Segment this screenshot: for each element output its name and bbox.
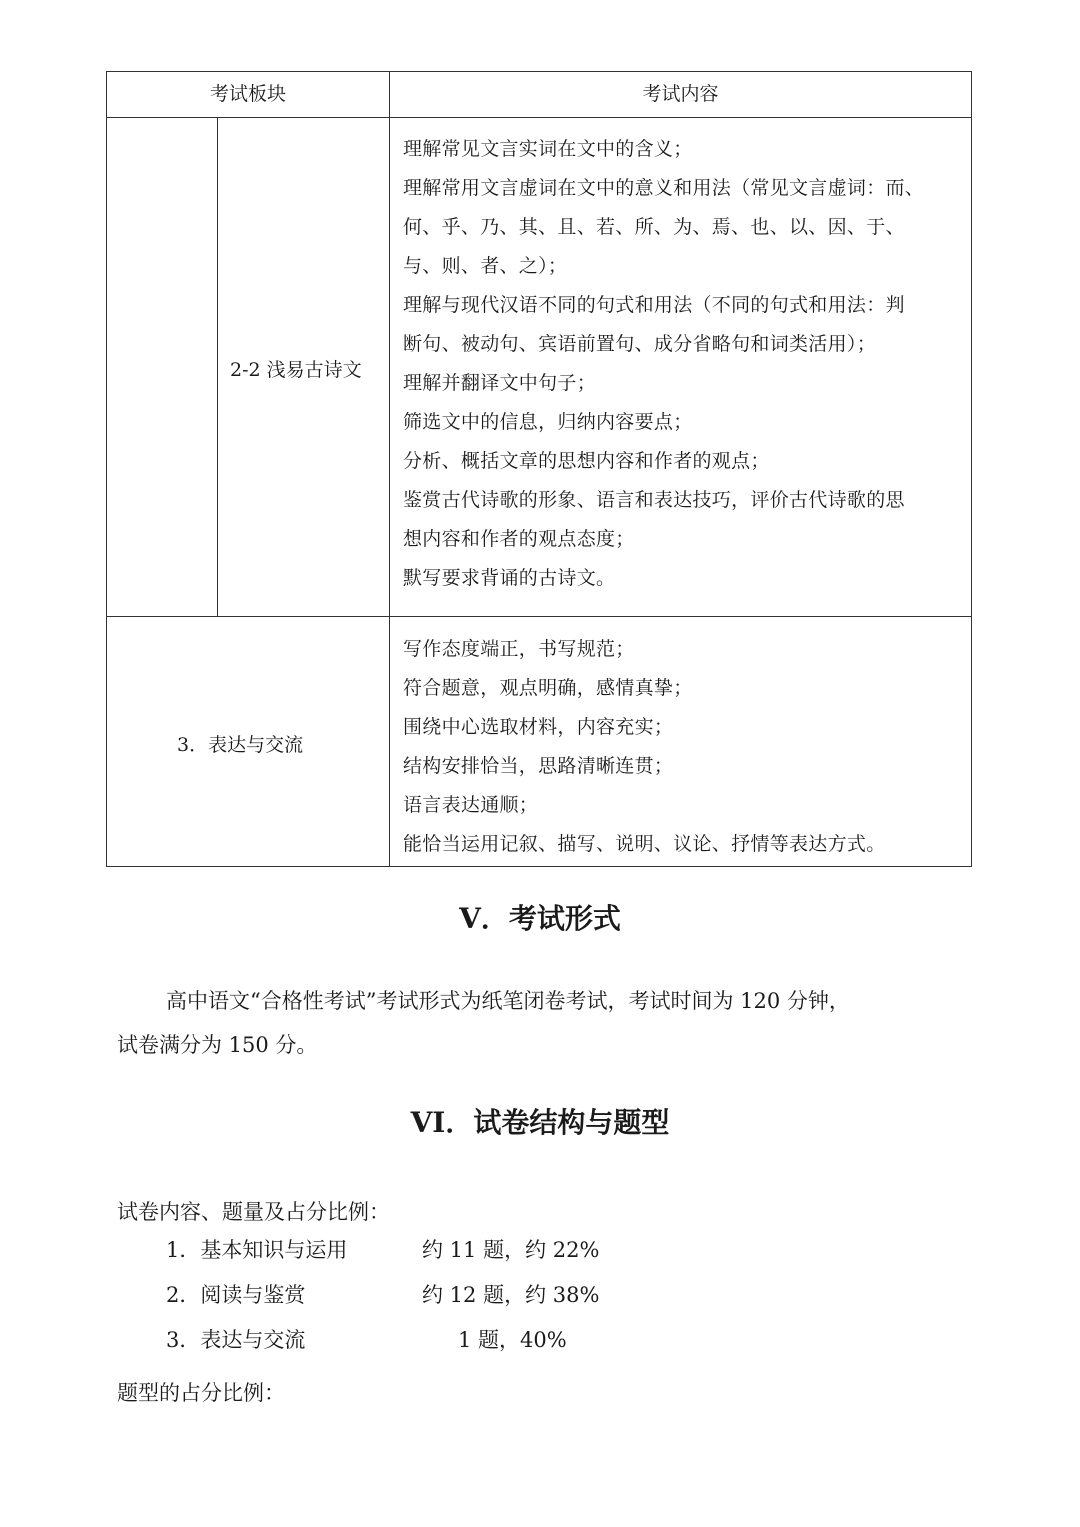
row-section-label: 3．表达与交流 — [177, 734, 304, 756]
exam-content-table — [106, 71, 972, 867]
table-header-section: 考试板块 — [209, 83, 286, 105]
table-header-content: 考试内容 — [642, 83, 719, 105]
paragraph-line: 高中语文“合格性考试”考试形式为纸笔闭卷考试，考试时间为 120 分钟， — [166, 989, 850, 1013]
content-line: 符合题意，观点明确，感情真挚； — [403, 677, 693, 699]
structure-item-amount: 约 12 题，约 38% — [422, 1283, 600, 1307]
content-line: 结构安排恰当，思路清晰连贯； — [403, 755, 674, 777]
content-line: 想内容和作者的观点态度； — [403, 528, 635, 550]
structure-item-name: 1．基本知识与运用 — [166, 1238, 348, 1262]
section-heading-paper-structure: VI．试卷结构与题型 — [410, 1106, 670, 1139]
structure-item-name: 3．表达与交流 — [166, 1328, 306, 1352]
content-line: 理解与现代汉语不同的句式和用法（不同的句式和用法：判 — [403, 294, 905, 316]
section-heading-exam-format: V．考试形式 — [459, 902, 621, 935]
content-line: 默写要求背诵的古诗文。 — [403, 567, 616, 589]
content-line: 能恰当运用记叙、描写、说明、议论、抒情等表达方式。 — [403, 833, 886, 855]
table-divider — [107, 117, 971, 118]
question-type-intro: 题型的占分比例： — [117, 1381, 285, 1405]
structure-intro: 试卷内容、题量及占分比例： — [117, 1200, 390, 1224]
content-line: 分析、概括文章的思想内容和作者的观点； — [403, 450, 770, 472]
content-line: 理解常用文言虚词在文中的意义和用法（常见文言虚词：而、 — [403, 177, 925, 199]
table-divider — [389, 72, 390, 866]
content-line: 断句、被动句、宾语前置句、成分省略句和词类活用）； — [403, 333, 877, 355]
content-line: 理解并翻译文中句子； — [403, 372, 597, 394]
table-divider — [107, 616, 971, 617]
table-divider — [217, 117, 218, 616]
content-line: 理解常见文言实词在文中的含义； — [403, 138, 693, 160]
content-line: 写作态度端正，书写规范； — [403, 638, 635, 660]
content-line: 与、则、者、之）； — [403, 255, 568, 277]
content-line: 鉴赏古代诗歌的形象、语言和表达技巧，评价古代诗歌的思 — [403, 489, 905, 511]
row-section-label: 2-2 浅易古诗文 — [230, 359, 362, 381]
content-line: 何、乎、乃、其、且、若、所、为、焉、也、以、因、于、 — [403, 216, 905, 238]
structure-item-amount: 1 题，40% — [458, 1328, 567, 1352]
content-line: 筛选文中的信息，归纳内容要点； — [403, 411, 693, 433]
structure-item-name: 2．阅读与鉴赏 — [166, 1283, 306, 1307]
content-line: 语言表达通顺； — [403, 794, 539, 816]
paragraph-line: 试卷满分为 150 分。 — [117, 1033, 318, 1057]
content-line: 围绕中心选取材料，内容充实； — [403, 716, 674, 738]
structure-item-amount: 约 11 题，约 22% — [422, 1238, 600, 1262]
